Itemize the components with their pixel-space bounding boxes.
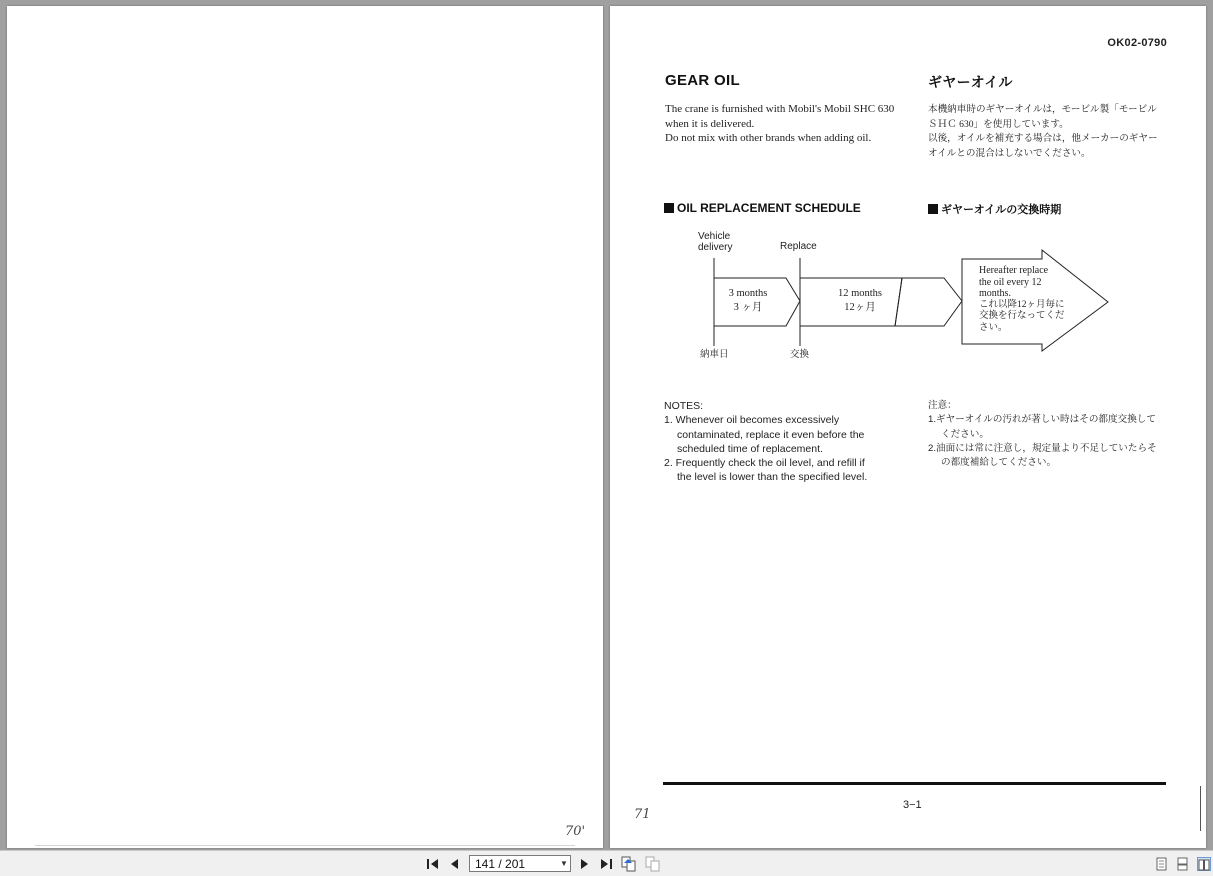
- delivery-jp-label: 納車日: [700, 349, 729, 360]
- last-page-icon: [599, 858, 613, 870]
- notes-en-title: NOTES:: [664, 400, 704, 412]
- arrow-12-months-jp: 12ヶ月: [844, 302, 876, 313]
- last-page-button[interactable]: [597, 855, 615, 873]
- footer-rule: [663, 782, 1166, 785]
- notes-en: [664, 399, 867, 485]
- intro-jp-line: ＳＨＣ 630」を使用しています。: [928, 118, 1069, 130]
- copy-disabled-icon: [645, 856, 661, 872]
- note-line: 1.ギヤーオイルの汚れが著しい時はその都度交換して: [928, 414, 1156, 426]
- first-page-button[interactable]: [424, 855, 442, 873]
- viewer-toolbar: [0, 850, 1213, 876]
- title-en: GEAR OIL: [665, 72, 740, 89]
- prev-page-icon: [449, 858, 461, 870]
- arrow-connector: [895, 278, 962, 326]
- arrow-3-months-label: [714, 287, 782, 315]
- vehicle-delivery-label-line: delivery: [698, 242, 733, 253]
- note-line: 2.油面には常に注意し，規定量より不足していたらそ: [928, 442, 1157, 454]
- prev-page-button[interactable]: [446, 855, 464, 873]
- single-page-icon: [1155, 857, 1169, 871]
- note-line: contaminated, replace it even before the: [677, 428, 865, 441]
- continuous-view-button[interactable]: [1176, 857, 1190, 871]
- page-select[interactable]: [469, 855, 571, 872]
- title-jp: ギヤーオイル: [928, 74, 1013, 90]
- page-number: 3−1: [903, 799, 922, 811]
- page-edge-line: [35, 845, 575, 846]
- hereafter-label: [979, 265, 1065, 334]
- hereafter-line: さい。: [979, 322, 1008, 333]
- page-edge-mark: [1200, 786, 1201, 831]
- left-page: [7, 6, 603, 848]
- note-line: ください。: [941, 428, 989, 440]
- note-line: の都度補給してください。: [941, 457, 1057, 469]
- handwritten-page-mark-right: 71: [634, 807, 651, 822]
- dropdown-arrow-icon: ▼: [560, 859, 568, 868]
- hereafter-line: months.: [979, 288, 1011, 299]
- note-line: the level is lower than the specified level.: [677, 471, 868, 484]
- notes-jp-title: 注意：: [928, 400, 957, 411]
- note-line: 2. Frequently check the oil level, and refill if: [664, 457, 865, 470]
- arrow-3-months-jp: 3 ヶ月: [733, 302, 763, 313]
- handwritten-page-mark-left: 70': [565, 824, 586, 839]
- intro-en-line: when it is delivered.: [665, 117, 755, 130]
- next-page-icon: [578, 858, 590, 870]
- section-title-jp-text: ギヤーオイルの交換時期: [941, 204, 1062, 216]
- two-page-view-button[interactable]: [1197, 857, 1211, 871]
- note-line: scheduled time of replacement.: [677, 442, 823, 455]
- notes-jp: [928, 399, 1157, 470]
- hereafter-line: the oil every 12: [979, 276, 1042, 288]
- vehicle-delivery-label-line: Vehicle: [698, 231, 731, 242]
- section-title-en-text: OIL REPLACEMENT SCHEDULE: [677, 201, 861, 215]
- page-indicator: 141 / 201: [475, 856, 526, 871]
- hereafter-line: 交換を行なってくだ: [979, 311, 1065, 321]
- intro-jp-line: オイルとの混合はしないでください。: [928, 147, 1091, 159]
- doc-code: OK02-0790: [1107, 37, 1167, 49]
- note-line: 1. Whenever oil becomes excessively: [664, 414, 840, 427]
- arrow-3-months-en: 3 months: [728, 288, 768, 299]
- next-page-button[interactable]: [575, 855, 593, 873]
- copy-disabled-button[interactable]: [644, 855, 662, 873]
- single-page-view-button[interactable]: [1155, 857, 1169, 871]
- hereafter-line: これ以降12ヶ月毎に: [979, 299, 1065, 310]
- replace-jp-label: 交換: [790, 349, 810, 360]
- copy-page-icon: [621, 856, 637, 872]
- copy-page-button[interactable]: [620, 855, 638, 873]
- intro-jp-line: 以後，オイルを補充する場合は，他メーカーのギヤー: [928, 133, 1158, 144]
- hereafter-line: Hereafter replace: [979, 265, 1049, 276]
- intro-en-line: The crane is furnished with Mobil's Mobil SHC 630: [665, 103, 895, 115]
- intro-jp-line: 本機納車時のギヤーオイルは，モービル製「モービル: [928, 104, 1157, 115]
- arrow-12-months-en: 12 months: [837, 288, 883, 299]
- replace-label: Replace: [780, 241, 817, 252]
- right-page: [610, 6, 1206, 848]
- first-page-icon: [426, 858, 440, 870]
- vehicle-delivery-label: [698, 231, 732, 253]
- intro-en-line: Do not mix with other brands when adding oil.: [665, 132, 872, 144]
- continuous-page-icon: [1176, 857, 1190, 871]
- arrow-12-months-label: [820, 287, 900, 315]
- two-page-icon: [1198, 859, 1210, 871]
